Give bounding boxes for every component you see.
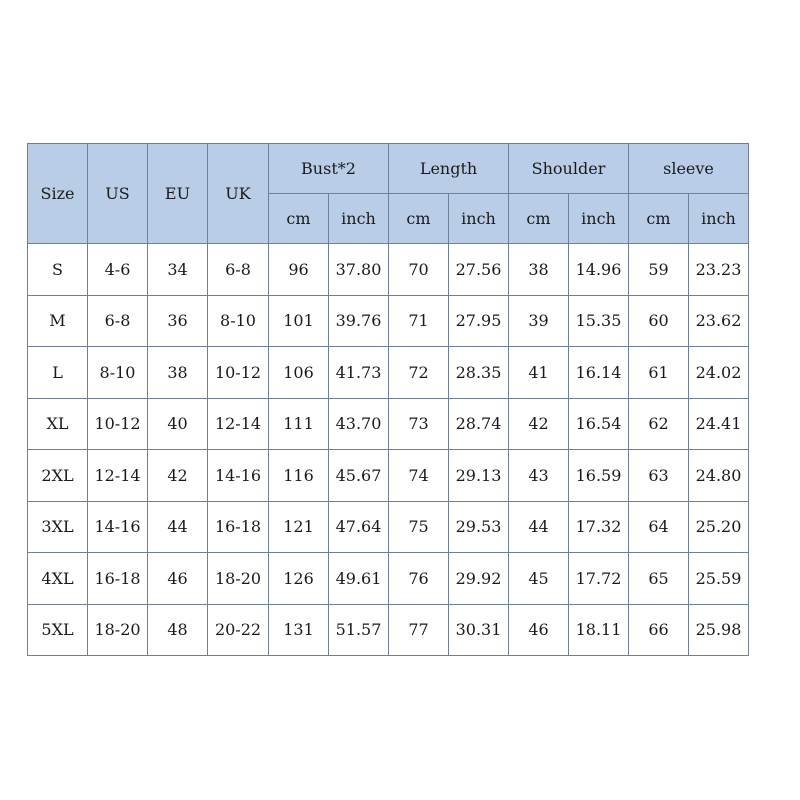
- length-inch-cell: 30.31: [449, 604, 509, 656]
- bust-inch-cell: 39.76: [329, 295, 389, 347]
- bust-cm-cell: 116: [269, 450, 329, 502]
- length-inch-cell: 27.95: [449, 295, 509, 347]
- us-cell: 8-10: [88, 347, 148, 399]
- size-cell: M: [28, 295, 88, 347]
- bust-inch-cell: 51.57: [329, 604, 389, 656]
- eu-cell: 42: [148, 450, 208, 502]
- shoulder-inch-cell: 14.96: [569, 244, 629, 296]
- sleeve-inch-cell: 23.62: [689, 295, 749, 347]
- eu-cell: 36: [148, 295, 208, 347]
- us-cell: 14-16: [88, 501, 148, 553]
- bust-cm-cell: 106: [269, 347, 329, 399]
- sleeve-cm-cell: 59: [629, 244, 689, 296]
- length-cm-cell: 72: [389, 347, 449, 399]
- shoulder-inch-cell: 17.72: [569, 553, 629, 605]
- table-body: [28, 244, 749, 656]
- bust-cm-cell: 126: [269, 553, 329, 605]
- sleeve-inch-cell: 24.80: [689, 450, 749, 502]
- shoulder-inch-cell: 16.59: [569, 450, 629, 502]
- sleeve-cm-cell: 66: [629, 604, 689, 656]
- table-row: [28, 553, 749, 605]
- header-us: US: [88, 144, 148, 244]
- bust-cm-cell: 96: [269, 244, 329, 296]
- shoulder-cm-cell: 39: [509, 295, 569, 347]
- shoulder-cm-cell: 44: [509, 501, 569, 553]
- table-row: [28, 450, 749, 502]
- eu-cell: 44: [148, 501, 208, 553]
- uk-cell: 16-18: [208, 501, 269, 553]
- unit-cm: cm: [629, 194, 689, 244]
- shoulder-cm-cell: 45: [509, 553, 569, 605]
- bust-inch-cell: 37.80: [329, 244, 389, 296]
- bust-inch-cell: 45.67: [329, 450, 389, 502]
- bust-inch-cell: 43.70: [329, 398, 389, 450]
- table-row: [28, 347, 749, 399]
- unit-cm: cm: [269, 194, 329, 244]
- uk-cell: 6-8: [208, 244, 269, 296]
- header-size: Size: [28, 144, 88, 244]
- uk-cell: 18-20: [208, 553, 269, 605]
- sleeve-inch-cell: 25.59: [689, 553, 749, 605]
- bust-cm-cell: 131: [269, 604, 329, 656]
- unit-inch: inch: [569, 194, 629, 244]
- length-cm-cell: 73: [389, 398, 449, 450]
- us-cell: 4-6: [88, 244, 148, 296]
- us-cell: 12-14: [88, 450, 148, 502]
- shoulder-cm-cell: 38: [509, 244, 569, 296]
- table-row: [28, 244, 749, 296]
- size-cell: 4XL: [28, 553, 88, 605]
- size-cell: XL: [28, 398, 88, 450]
- bust-cm-cell: 101: [269, 295, 329, 347]
- uk-cell: 20-22: [208, 604, 269, 656]
- shoulder-inch-cell: 16.54: [569, 398, 629, 450]
- sleeve-inch-cell: 23.23: [689, 244, 749, 296]
- bust-cm-cell: 121: [269, 501, 329, 553]
- header-sleeve: sleeve: [629, 144, 749, 194]
- sleeve-cm-cell: 64: [629, 501, 689, 553]
- shoulder-inch-cell: 16.14: [569, 347, 629, 399]
- header-shoulder: Shoulder: [509, 144, 629, 194]
- size-cell: S: [28, 244, 88, 296]
- header-bust: Bust*2: [269, 144, 389, 194]
- length-cm-cell: 77: [389, 604, 449, 656]
- table-row: [28, 295, 749, 347]
- uk-cell: 12-14: [208, 398, 269, 450]
- length-cm-cell: 76: [389, 553, 449, 605]
- size-cell: L: [28, 347, 88, 399]
- header-row-main: [28, 144, 749, 194]
- sleeve-inch-cell: 25.20: [689, 501, 749, 553]
- unit-cm: cm: [509, 194, 569, 244]
- length-inch-cell: 29.92: [449, 553, 509, 605]
- size-cell: 2XL: [28, 450, 88, 502]
- sleeve-cm-cell: 65: [629, 553, 689, 605]
- table-row: [28, 501, 749, 553]
- eu-cell: 40: [148, 398, 208, 450]
- us-cell: 10-12: [88, 398, 148, 450]
- length-inch-cell: 28.35: [449, 347, 509, 399]
- unit-cm: cm: [389, 194, 449, 244]
- eu-cell: 46: [148, 553, 208, 605]
- length-cm-cell: 75: [389, 501, 449, 553]
- size-table: [27, 143, 749, 656]
- length-inch-cell: 28.74: [449, 398, 509, 450]
- shoulder-cm-cell: 41: [509, 347, 569, 399]
- shoulder-inch-cell: 17.32: [569, 501, 629, 553]
- sleeve-cm-cell: 61: [629, 347, 689, 399]
- sleeve-cm-cell: 60: [629, 295, 689, 347]
- unit-inch: inch: [689, 194, 749, 244]
- shoulder-cm-cell: 46: [509, 604, 569, 656]
- bust-cm-cell: 111: [269, 398, 329, 450]
- header-length: Length: [389, 144, 509, 194]
- uk-cell: 10-12: [208, 347, 269, 399]
- size-chart: [27, 143, 749, 656]
- shoulder-cm-cell: 43: [509, 450, 569, 502]
- sleeve-cm-cell: 62: [629, 398, 689, 450]
- table-row: [28, 604, 749, 656]
- sleeve-inch-cell: 24.41: [689, 398, 749, 450]
- sleeve-inch-cell: 24.02: [689, 347, 749, 399]
- shoulder-inch-cell: 15.35: [569, 295, 629, 347]
- uk-cell: 14-16: [208, 450, 269, 502]
- us-cell: 6-8: [88, 295, 148, 347]
- bust-inch-cell: 41.73: [329, 347, 389, 399]
- bust-inch-cell: 49.61: [329, 553, 389, 605]
- length-cm-cell: 70: [389, 244, 449, 296]
- length-inch-cell: 29.53: [449, 501, 509, 553]
- eu-cell: 38: [148, 347, 208, 399]
- size-cell: 3XL: [28, 501, 88, 553]
- shoulder-cm-cell: 42: [509, 398, 569, 450]
- sleeve-inch-cell: 25.98: [689, 604, 749, 656]
- us-cell: 18-20: [88, 604, 148, 656]
- us-cell: 16-18: [88, 553, 148, 605]
- unit-inch: inch: [449, 194, 509, 244]
- length-cm-cell: 71: [389, 295, 449, 347]
- bust-inch-cell: 47.64: [329, 501, 389, 553]
- length-inch-cell: 29.13: [449, 450, 509, 502]
- size-cell: 5XL: [28, 604, 88, 656]
- eu-cell: 48: [148, 604, 208, 656]
- uk-cell: 8-10: [208, 295, 269, 347]
- header-eu: EU: [148, 144, 208, 244]
- length-cm-cell: 74: [389, 450, 449, 502]
- unit-inch: inch: [329, 194, 389, 244]
- length-inch-cell: 27.56: [449, 244, 509, 296]
- table-row: [28, 398, 749, 450]
- sleeve-cm-cell: 63: [629, 450, 689, 502]
- header-uk: UK: [208, 144, 269, 244]
- eu-cell: 34: [148, 244, 208, 296]
- shoulder-inch-cell: 18.11: [569, 604, 629, 656]
